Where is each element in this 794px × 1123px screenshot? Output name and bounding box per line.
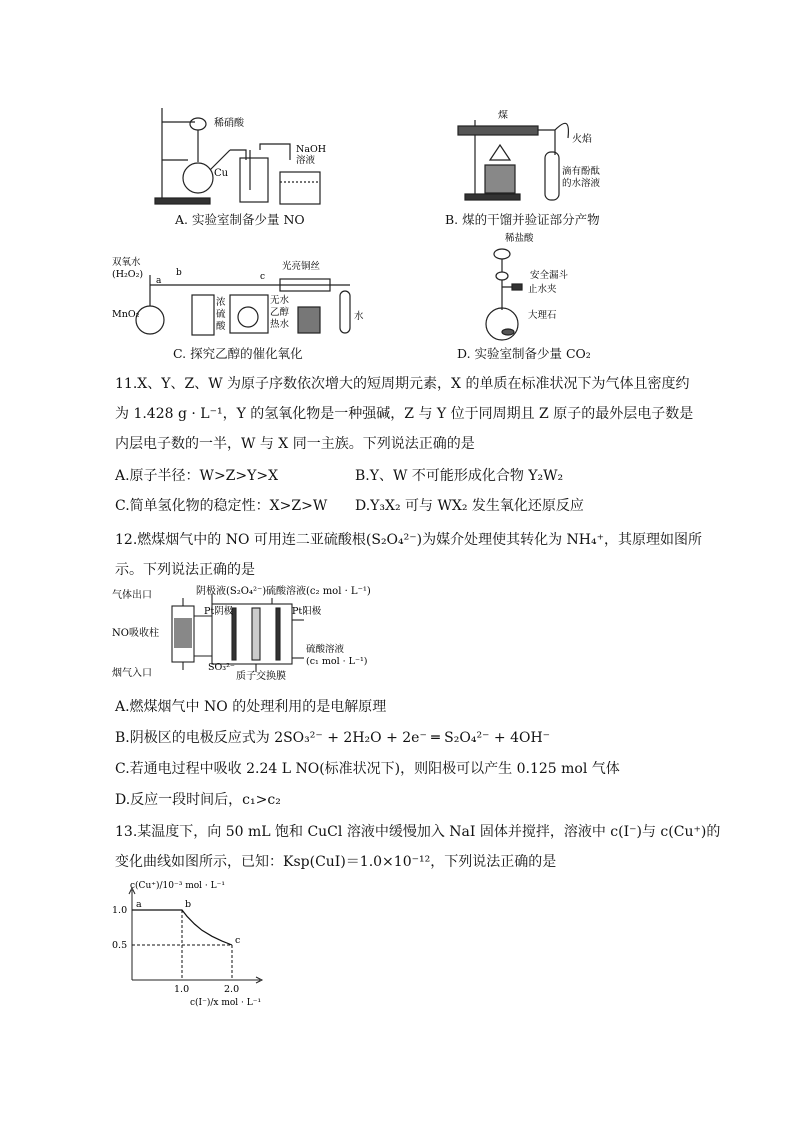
- fig-c-mno2-label: MnO₂: [112, 309, 140, 320]
- fig-c-ethanol-label-2: 乙醇: [270, 307, 290, 318]
- fig-c-ethanol-label-1: 无水: [270, 295, 290, 306]
- fig-a-solution-label: 溶液: [296, 155, 316, 166]
- fig-b-solution-label-1: 滴有酚酞: [562, 166, 600, 177]
- fig-d-hcl-label: 稀盐酸: [505, 233, 534, 244]
- fig-c-acid-label-1: 浓: [216, 297, 226, 308]
- label-flue-inlet: 烟气入口: [112, 668, 152, 679]
- fig-c-h2o2-label-1: 双氧水: [112, 257, 141, 268]
- cu-i-chart: [110, 880, 290, 1010]
- figure-d-apparatus: [480, 232, 600, 344]
- q11-option-c: C.简单氢化物的稳定性：X>Z>W: [115, 498, 328, 514]
- q13-line-2: 变化曲线如图所示，已知：Ksp(CuI)＝1.0×10⁻¹²，下列说法正确的是: [115, 854, 557, 870]
- fig-c-a-label: a: [156, 276, 162, 286]
- label-h2so4-c2: 硫酸溶液(c₂ mol · L⁻¹): [266, 586, 371, 597]
- figure-a-apparatus: [150, 100, 350, 210]
- fig-c-water-label: 水: [354, 311, 364, 322]
- fig-a-naoh-label: NaOH: [296, 144, 327, 155]
- q13-line-1: 13.某温度下，向 50 mL 饱和 CuCl 溶液中缓慢加入 NaI 固体并搅拌，溶液中 c(I⁻)与 c(Cu⁺)的: [115, 824, 721, 840]
- fig-d-clamp-label: 止水夹: [528, 284, 557, 295]
- fig-b-solution-label-2: 的水溶液: [562, 178, 600, 189]
- fig-a-acid-label: 稀硝酸: [214, 118, 244, 129]
- q11-option-a: A.原子半径：W>Z>Y>X: [115, 468, 279, 484]
- label-h2so4-c1-line1: 硫酸溶液: [306, 644, 345, 655]
- x-tick-label: 2.0: [224, 984, 240, 995]
- x-axis-title: c(I⁻)/x mol · L⁻¹: [190, 998, 262, 1008]
- x-tick-label: 1.0: [174, 984, 190, 995]
- fig-b-flame-label: 火焰: [572, 134, 592, 145]
- fig-c-b-label: b: [176, 268, 182, 278]
- y-axis-title: c(Cu⁺)/10⁻³ mol · L⁻¹: [130, 881, 225, 891]
- label-pt-cathode: Pt阴极: [204, 606, 234, 617]
- fig-d-marble-label: 大理石: [528, 310, 557, 321]
- q12-option-a: A.燃煤烟气中 NO 的处理利用的是电解原理: [115, 699, 387, 715]
- fig-c-caption: C. 探究乙醇的催化氧化: [173, 346, 303, 361]
- figure-b-apparatus: [440, 110, 600, 205]
- electrolysis-diagram: [112, 584, 382, 680]
- fig-c-c-label: c: [260, 272, 266, 282]
- q11-option-b: B.Y、W 不可能形成化合物 Y₂W₂: [355, 468, 564, 484]
- fig-c-acid-label-3: 酸: [216, 321, 226, 332]
- label-membrane: 质子交换膜: [236, 671, 286, 680]
- fig-b-caption: B. 煤的干馏并验证部分产物: [445, 212, 600, 227]
- fig-d-funnel-label: 安全漏斗: [530, 270, 569, 281]
- q12-option-b: B.阴极区的电极反应式为 2SO₃²⁻ + 2H₂O + 2e⁻ ═ S₂O₄²⁻ + 4OH⁻: [115, 730, 551, 746]
- q12-option-d: D.反应一段时间后，c₁>c₂: [115, 792, 281, 808]
- fig-c-h2o2-label-2: (H₂O₂): [112, 269, 144, 280]
- q12-line-1: 12.燃煤烟气中的 NO 可用连二亚硫酸根(S₂O₄²⁻)为媒介处理使其转化为 NH₄⁺，其原理如图所: [115, 532, 703, 548]
- q12-option-c: C.若通电过程中吸收 2.24 L NO(标准状况下)，则阳极可以产生 0.125 mol 气体: [115, 761, 620, 777]
- fig-b-coal-label: 煤: [498, 110, 508, 121]
- label-no-column: NO吸收柱: [112, 628, 159, 639]
- y-tick-label: 0.5: [112, 940, 128, 951]
- label-h2so4-c1-line2: (c₁ mol · L⁻¹): [306, 656, 368, 667]
- fig-c-hot-water-label: 热水: [270, 319, 290, 330]
- q11-line-2: 为 1.428 g · L⁻¹，Y 的氢氧化物是一种强碱，Z 与 Y 位于同周期且 Z 原子的最外层电子数是: [115, 406, 694, 422]
- fig-c-acid-label-2: 硫: [216, 309, 226, 320]
- point-label-b: b: [185, 899, 192, 910]
- fig-d-caption: D. 实验室制备少量 CO₂: [457, 346, 591, 361]
- fig-a-caption: A. 实验室制备少量 NO: [175, 212, 305, 227]
- q11-line-1: 11.X、Y、Z、W 为原子序数依次增大的短周期元素，X 的单质在标准状况下为气体且密度约: [115, 376, 690, 392]
- q11-line-3: 内层电子数的一半，W 与 X 同一主族。下列说法正确的是: [115, 436, 475, 452]
- label-sulfite: SO₃²⁻: [208, 662, 235, 673]
- point-label-a: a: [136, 899, 142, 910]
- label-pt-anode: Pt阳极: [292, 606, 322, 617]
- point-label-c: c: [235, 935, 241, 946]
- q11-option-d: D.Y₃X₂ 可与 WX₂ 发生氧化还原反应: [355, 498, 584, 514]
- label-catholyte: 阴极液(S₂O₄²⁻): [196, 586, 267, 597]
- label-gas-outlet: 气体出口: [112, 590, 152, 601]
- figure-c-apparatus: [110, 255, 370, 340]
- fig-a-cu-label: Cu: [214, 168, 229, 179]
- q12-line-2: 示。下列说法正确的是: [115, 562, 255, 578]
- y-tick-label: 1.0: [112, 905, 128, 916]
- fig-c-copper-label: 光亮铜丝: [282, 261, 321, 272]
